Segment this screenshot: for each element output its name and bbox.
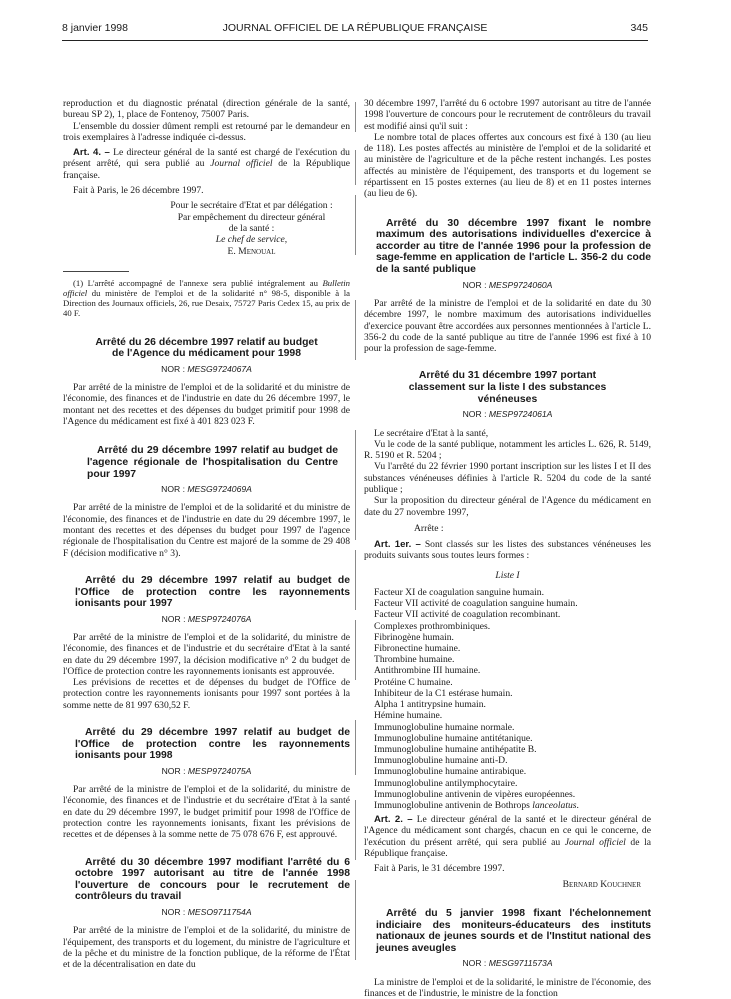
section-heading: Arrêté du 29 décembre 1997 relatif au budget de l'Office de protection contre les rayonnements ionisants pour 1997 [75, 574, 350, 610]
preamble-line: Vu l'arrêté du 22 février 1990 portant inscription sur les listes I et II des substances vénéneuses définies à l'article R. 5204 du code de la santé publique ; [364, 461, 651, 495]
section-agence-medicament [63, 337, 350, 428]
paragraph: Le nombre total de places offertes aux concours est fixé à 130 (au lieu de 118). Les postes affectés au ministère de l'emploi et de la solidarité et au ministère de l'agriculture et de la pêche restent inchangés. Les postes affectés au ministère de l'équipement, des transports et du logement se répartissent en 15 postes externes (au lieu de 8) et en 11 postes internes (au lieu de 6). [364, 131, 651, 200]
preamble-line: Sur la proposition du directeur général de l'Agence du médicament en date du 27 novembre 1997, [364, 495, 651, 518]
section-agence-centre [63, 445, 350, 559]
nor-reference: NOR : MESG9711573A [462, 958, 553, 969]
paragraph: reproduction et du diagnostic prénatal (direction générale de la santé, bureau SP 2), 1, place de Fontenoy, 75007 Paris. [63, 98, 350, 121]
list-item: Alpha 1 antitrypsine humain. [374, 699, 486, 711]
section-heading: Arrêté du 29 décembre 1997 relatif au budget de l'Office de protection contre les rayonnements ionisants pour 1998 [75, 727, 350, 762]
article-label: Art. 1er. – [374, 539, 421, 551]
nor-reference: NOR : MESP9724075A [161, 765, 252, 776]
margin-bar [355, 550, 356, 610]
article-2: Art. 2. – Le directeur général de la santé et le directeur général de l'Agence du médicament sont chargés, chacun en ce qui le concerne, de l'exécution du présent arrêté, qui sera publié au Journal officiel de la République française. [364, 814, 652, 860]
list-item: Facteur XI de coagulation sanguine humain. [374, 587, 544, 599]
section-opri-1997 [63, 575, 350, 711]
paragraph: La ministre de l'emploi et de la solidarité, le ministre de l'économie, des finances et de l'industrie, le ministre de la fonction [364, 976, 651, 999]
section-heading: Arrêté du 26 décembre 1997 relatif au budget de l'Agence du médicament pour 1998 [95, 336, 318, 360]
list-item: Immunoglobuline antilymphocytaire. [374, 777, 518, 789]
arrete-label: Arrête : [414, 522, 444, 534]
header-rule [62, 40, 648, 41]
paragraph: Par arrêté de la ministre de l'emploi et de la solidarité et du ministre de l'économie, des finances et de l'industrie en date du 29 décembre 1997, le montant des recettes et des dépenses du budget pour 1997 de l'agence régionale de l'hospitalisation du Centre est majoré de la somme de 29 408 F (décision modificative n° 3). [63, 502, 350, 559]
list-item: Hémine humaine. [374, 710, 443, 722]
page-number: 345 [630, 22, 648, 34]
margin-bar [355, 430, 356, 540]
list-item: Immunoglobuline antivenin de Bothrops lanceolatus. [374, 799, 579, 811]
footnote-rule [63, 271, 129, 272]
article-4: Art. 4. – Le directeur général de la santé est chargé de l'exécution du présent arrêté, qui sera publié au Journal officiel de la République française. [63, 147, 350, 181]
list-item: Thrombine humaine. [374, 654, 455, 666]
header-date: 8 janvier 1998 [62, 22, 128, 34]
section-heading: Arrêté du 5 janvier 1998 fixant l'échelonnement indiciaire des moniteurs-éducateurs des instituts nationaux de jeunes sourds et de l'Institut national des jeunes aveugles [376, 907, 651, 954]
footnote: (1) L'arrêté accompagné de l'annexe sera publié intégralement au Bulletin officiel du ministère de l'emploi et de la solidarité n° 98-5, disponible à la Direction des Journaux officiels, 26, rue Desaix, 75727 Paris Cedex 15, au prix de 40 F. [63, 277, 350, 319]
paragraph: Par arrêté de la ministre de l'emploi et de la solidarité, du ministre de l'économie, des finances et de l'industrie et du secrétaire d'Etat à la santé en date du 29 décembre 1997, le budget primitif pour 1998 de l'Office de protection contre les rayonnements ionisants, fixant les prévisions de recettes et de dépenses à la somme nette de 75 078 676 F, est approuvé. [63, 784, 350, 841]
journal-title: JOURNAL OFFICIEL DE LA RÉPUBLIQUE FRANÇAISE [222, 22, 488, 34]
fait-line: Fait à Paris, le 26 décembre 1997. [73, 185, 204, 197]
liste-title: Liste I [495, 569, 520, 581]
signatory-name: Bernard Kouchner [562, 878, 641, 890]
paragraph: Par arrêté de la ministre de l'emploi et de la solidarité en date du 30 décembre 1997, le nombre maximum des autorisations individuelles d'exercice pouvant être accordées aux personnes mentionnées à l'article L. 356-2 du code de la santé publique au titre de l'année 1996 est fixé à 10 pour la profession de sage-femme. [364, 297, 651, 355]
paragraph: 30 décembre 1997, l'arrêté du 6 octobre 1997 autorisant au titre de l'année 1998 l'ouverture de concours pour le recrutement de contrôleurs du travail est modifié ainsi qu'il suit : [364, 98, 651, 132]
list-item: Fibronectine humaine. [374, 643, 461, 655]
list-item: Antithrombine III humaine. [374, 665, 481, 677]
list-item: Complexes prothrombiniques. [374, 620, 491, 632]
list-item: Immunoglobuline humaine normale. [374, 721, 515, 733]
journal-officiel-ref: Journal officiel [210, 158, 273, 170]
journal-officiel-ref: Journal officiel [564, 836, 626, 848]
nor-reference: NOR : MESG9724069A [161, 484, 252, 495]
substances-list [364, 587, 651, 811]
paragraph: Par arrêté de la ministre de l'emploi et de la solidarité et du ministre de l'économie, des finances et de l'industrie en date du 26 décembre 1997, le montant net des recettes et des dépenses du budget primitif pour 1998 de l'Agence du médicament est fixé à 401 823 023 F. [63, 382, 350, 428]
list-item: Immunoglobuline humaine antihépatite B. [374, 743, 537, 755]
nor-reference: NOR : MESP9724061A [462, 409, 553, 420]
list-item: Facteur VII activité de coagulation recombinant. [374, 609, 561, 621]
right-column [364, 98, 651, 999]
nor-reference: NOR : MESO9711754A [161, 907, 252, 917]
preamble-line: Le secrétaire d'Etat à la santé, [374, 427, 489, 439]
section-liste-substances [364, 370, 651, 889]
list-item: Inhibiteur de la C1 estérase humain. [374, 687, 513, 699]
list-item: Immunoglobuline humaine antitétanique. [374, 732, 533, 744]
list-item: Immunoglobuline humaine antirabique. [374, 766, 527, 778]
list-item: Immunoglobuline antivenin de vipères européennes. [374, 788, 576, 800]
paragraph: Par arrêté de la ministre de l'emploi et de la solidarité, du ministre de l'équipement, des transports et du logement, du ministre de l'agriculture et de la pêche et du ministre de la fonction publique, de la réforme de l'État et de la décentralisation en date du [63, 925, 350, 971]
margin-bar [355, 102, 356, 132]
article-label: Art. 4. – [73, 147, 110, 159]
margin-bar [355, 195, 356, 255]
nor-reference: NOR : MESP9724076A [161, 613, 252, 624]
margin-bar [355, 800, 356, 860]
margin-bar [355, 880, 356, 960]
page-header [62, 22, 648, 40]
nor-reference: NOR : MESP9724060A [462, 279, 553, 290]
margin-bar [355, 620, 356, 680]
list-item: Protéine C humaine. [374, 676, 453, 688]
article-label: Art. 2. – [374, 814, 413, 826]
list-item: Immunoglobuline humaine anti-D. [374, 755, 508, 767]
article-1: Art. 1er. – Sont classés sur les listes des substances vénéneuses les produits suivants sous toutes leurs formes : [364, 539, 651, 562]
section-heading: Arrêté du 30 décembre 1997 modifiant l'arrêté du 6 octobre 1997 autorisant au titre de l'année 1998 l'ouverture de concours pour le recrutement de contrôleurs du travail [75, 856, 350, 903]
section-heading: Arrêté du 30 décembre 1997 fixant le nombre maximum des autorisations individuelles d'exercice à accorder au titre de l'année 1996 pour la profession de sage-femme en application de l'article L. 356-2 du code de la santé publique [376, 217, 651, 276]
paragraph: Par arrêté de la ministre de l'emploi et de la solidarité, du ministre de l'économie, des finances et de l'industrie et du secrétaire d'Etat à la santé en date du 29 décembre 1997, la décision modificative n° 2 du budget de l'Office de protection contre les rayonnements ionisants est approuvée. [63, 631, 350, 677]
list-item: Fibrinogène humain. [374, 631, 454, 643]
signature-block: Pour le secrétaire d'Etat et par délégation : Par empêchement du directeur général de la santé : Le chef de service, E. Menoual [153, 200, 350, 256]
section-heading: Arrêté du 29 décembre 1997 relatif au budget de l'agence régionale de l'hospitalisation du Centre pour 1997 [87, 445, 338, 480]
section-moniteurs-educateurs [364, 908, 651, 999]
margin-bar [355, 150, 356, 185]
list-item: Facteur VII activité de coagulation sanguine humain. [374, 598, 578, 610]
margin-bar [355, 300, 356, 360]
fait-line: Fait à Paris, le 31 décembre 1997. [374, 863, 505, 875]
section-sage-femme [364, 218, 651, 355]
nor-reference: NOR : MESG9724067A [161, 363, 252, 374]
margin-bar [355, 720, 356, 775]
section-heading: Arrêté du 31 décembre 1997 portant classement sur la liste I des substances vénéneuses [408, 370, 607, 405]
signatory-name: E. Menoual [227, 245, 276, 257]
paragraph: L'ensemble du dossier dûment rempli est retourné par le demandeur en trois exemplaires à l'adresse indiquée ci-dessus. [63, 120, 350, 143]
section-controleurs-travail [63, 857, 350, 971]
paragraph: Les prévisions de recettes et de dépenses du budget de l'Office de protection contre les rayonnements ionisants pour 1997 sont portées à la somme nette de 81 997 630,52 F. [63, 677, 350, 711]
left-column [63, 98, 350, 970]
section-opri-1998 [63, 727, 350, 841]
preamble-line: Vu le code de la santé publique, notamment les articles L. 626, R. 5149, R. 5190 et R. 5204 ; [364, 438, 651, 462]
